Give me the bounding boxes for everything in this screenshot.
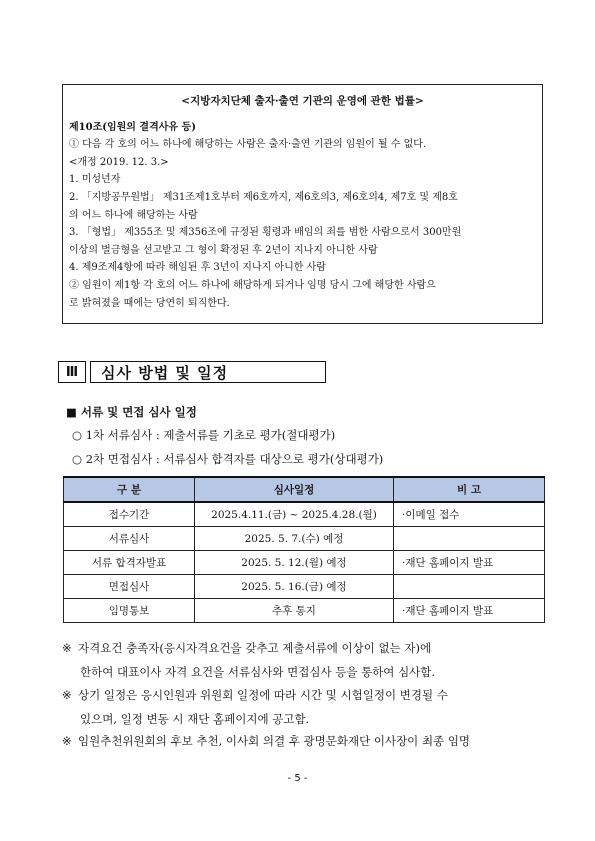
article-heading: 제10조(임원의 결격사유 등) bbox=[69, 121, 196, 133]
law-line: 1. 미성년자 bbox=[69, 174, 121, 186]
table-cell bbox=[394, 527, 545, 551]
table-row bbox=[64, 502, 545, 527]
schedule-table bbox=[63, 476, 545, 623]
table-cell: ·재단 홈페이지 발표 bbox=[394, 599, 545, 623]
law-line: <개정 2019. 12. 3.> bbox=[69, 156, 169, 168]
table-cell: 임명통보 bbox=[64, 599, 195, 623]
table-header-row bbox=[64, 477, 545, 502]
note-mark: ※ bbox=[62, 688, 72, 702]
table-row bbox=[64, 551, 545, 575]
law-line: 의 어느 하나에 해당하는 사람 bbox=[69, 209, 198, 221]
law-line: 4. 제9조제4항에 따라 해임된 후 3년이 지나지 아니한 사람 bbox=[69, 262, 326, 274]
table-cell bbox=[394, 575, 545, 599]
table-row bbox=[64, 599, 545, 623]
column-header: 구 분 bbox=[64, 477, 195, 502]
note-item bbox=[62, 729, 547, 753]
table-cell: 서류 합격자발표 bbox=[64, 551, 195, 575]
note-item bbox=[62, 683, 547, 731]
table-cell: 추후 통지 bbox=[195, 599, 394, 623]
table-cell: 2025. 5. 7.(수) 예정 bbox=[195, 527, 394, 551]
table-cell: 접수기간 bbox=[64, 502, 195, 527]
table-cell: ·재단 홈페이지 발표 bbox=[394, 551, 545, 575]
note-text: 자격요건 충족자(응시자격요건을 갖추고 제출서류에 이상이 없는 자)에 bbox=[78, 641, 432, 655]
column-header: 비 고 bbox=[394, 477, 545, 502]
column-header: 심사일정 bbox=[195, 477, 394, 502]
stage-item: ○ 2차 면접심사 : 서류심사 합격자를 대상으로 평가(상대평가) bbox=[72, 452, 384, 466]
note-text: 임원추천위원회의 후보 추천, 이사회 의결 후 광명문화재단 이사장이 최종 임명 bbox=[78, 734, 471, 748]
note-item bbox=[62, 636, 547, 684]
table-cell: ·이메일 접수 bbox=[394, 502, 545, 527]
law-line: 이상의 벌금형을 선고받고 그 형이 확정된 후 2년이 지나지 아니한 사람 bbox=[69, 244, 378, 256]
law-line: 2. 「지방공무원법」 제31조제1호부터 제6호까지, 제6호의3, 제6호의4, 제7호 및 제8호 bbox=[69, 191, 458, 203]
law-line: 3. 「형법」 제355조 및 제356조에 규정된 횡령과 배임의 죄를 범한 사람으로서 300만원 bbox=[69, 227, 462, 239]
table-cell: 2025.4.11.(금) ~ 2025.4.28.(월) bbox=[195, 502, 394, 527]
table-cell: 서류심사 bbox=[64, 527, 195, 551]
table-cell: 2025. 5. 12.(월) 예정 bbox=[195, 551, 394, 575]
law-line: 로 밝혀졌을 때에는 당연히 퇴직한다. bbox=[69, 297, 230, 309]
law-line: ② 임원이 제1항 각 호의 어느 하나에 해당하게 되거나 임명 당시 그에 해당한 사람으 bbox=[69, 279, 436, 291]
law-line: ① 다음 각 호의 어느 하나에 해당하는 사람은 출자·출연 기관의 임원이 될 수 없다. bbox=[69, 139, 427, 151]
note-text: 있으며, 일정 변동 시 재단 홈페이지에 공고함. bbox=[80, 712, 310, 726]
stage-item: ○ 1차 서류심사 : 제출서류를 기초로 평가(절대평가) bbox=[72, 428, 336, 442]
note-text: 한하여 대표이사 자격 요건을 서류심사와 면접심사 등을 통하여 심사함. bbox=[80, 665, 436, 679]
note-mark: ※ bbox=[62, 734, 72, 748]
law-title: <지방자치단체 출자·출연 기관의 운영에 관한 법률> bbox=[181, 95, 424, 107]
note-mark: ※ bbox=[62, 641, 72, 655]
section-title: 심사 방법 및 일정 bbox=[90, 361, 326, 383]
table-cell: 면접심사 bbox=[64, 575, 195, 599]
table-row bbox=[64, 575, 545, 599]
note-text: 상기 일정은 응시인원과 위원회 일정에 따라 시간 및 시험일정이 변경될 수 bbox=[78, 688, 448, 702]
schedule-subheading: ■ 서류 및 면접 심사 일정 bbox=[66, 405, 197, 419]
page-number: - 5 - bbox=[287, 773, 308, 784]
table-cell: 2025. 5. 16.(금) 예정 bbox=[195, 575, 394, 599]
section-number: Ⅲ bbox=[58, 361, 86, 383]
law-excerpt-box bbox=[62, 84, 543, 324]
section-header bbox=[58, 360, 326, 384]
table-row bbox=[64, 527, 545, 551]
